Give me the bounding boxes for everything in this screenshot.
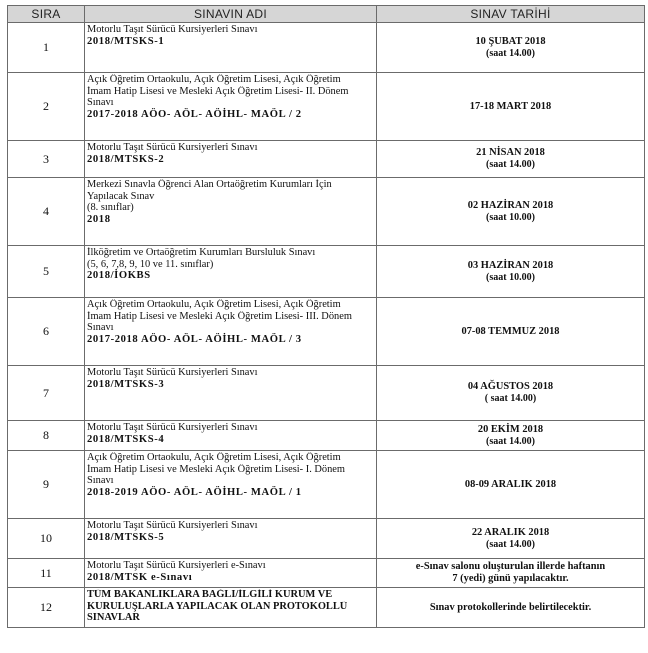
exam-time: (saat 14.00) (486, 47, 535, 59)
exam-name-cell (85, 73, 377, 141)
row-number: 2 (8, 73, 85, 141)
exam-name-cell (85, 178, 377, 246)
exam-date: 22 ARALIK 2018 (471, 526, 550, 538)
row-number: 6 (8, 298, 85, 366)
exam-name-line: Merkezi Sınavla Öğrenci Alan Ortaöğretim Kurumları İçin (87, 179, 332, 190)
exam-code: 2018/MTSKS-4 (87, 433, 165, 445)
row-number: 8 (8, 421, 85, 451)
exam-name-line: Motorlu Taşıt Sürücü Kursiyerleri Sınavı (87, 24, 258, 35)
table-body (8, 23, 645, 628)
table-row (8, 141, 645, 178)
exam-name-line: İlköğretim ve Ortaöğretim Kurumları Bursluluk Sınavı (87, 247, 316, 258)
header-sinav-adi: SINAVIN ADI (85, 6, 377, 23)
exam-date-cell (377, 519, 645, 559)
exam-time: 7 (yedi) günü yapılacaktır. (452, 573, 569, 584)
exam-time: (saat 14.00) (486, 159, 535, 170)
exam-code: 2017-2018 AÖO- AÖL- AÖİHL- MAÖL / 3 (87, 333, 302, 345)
table-row (8, 178, 645, 246)
exam-name-line: Motorlu Taşıt Sürücü Kursiyerleri Sınavı (87, 367, 258, 378)
row-number: 9 (8, 451, 85, 519)
exam-schedule-table-wrapper (7, 5, 644, 628)
exam-name-line: (5, 6, 7,8, 9, 10 ve 11. sınıflar) (87, 258, 214, 270)
exam-code: 2018/MTSKS-2 (87, 153, 165, 165)
exam-name-line: Sınavı (87, 475, 114, 487)
exam-name-line: İmam Hatip Lisesi ve Mesleki Açık Öğretim Lisesi- III. Dönem (87, 310, 352, 322)
exam-date-cell (377, 141, 645, 178)
exam-name-cell (85, 559, 377, 588)
row-number: 10 (8, 519, 85, 559)
exam-date-cell (377, 451, 645, 519)
exam-name-line: İmam Hatip Lisesi ve Mesleki Açık Öğretim Lisesi- II. Dönem (87, 85, 349, 97)
header-sira: SIRA (8, 6, 85, 23)
header-sinav-tarihi: SINAV TARİHİ (377, 6, 645, 23)
row-number: 5 (8, 246, 85, 298)
exam-name-line: (8. sınıflar) (87, 202, 134, 214)
exam-time: ( saat 14.00) (484, 393, 537, 404)
exam-name-line: TÜM BAKANLIKLARA BAĞLI/İLGİLİ KURUM VE (87, 589, 333, 600)
exam-name-line: SINAVLAR (87, 612, 140, 624)
exam-time: (saat 14.00) (486, 435, 535, 447)
exam-date: Sınav protokollerinde belirtilecektir. (429, 601, 592, 613)
exam-name-line: KURULUŞLARLA YAPILACAK OLAN PROTOKOLLÜ (87, 600, 348, 612)
exam-name-line: Motorlu Taşıt Sürücü Kursiyerleri e-Sınavı (87, 560, 266, 571)
exam-code: 2018-2019 AÖO- AÖL- AÖİHL- MAÖL / 1 (87, 486, 302, 498)
exam-code: 2018/İOKBS (87, 270, 151, 282)
table-row (8, 421, 645, 451)
exam-name-cell (85, 141, 377, 178)
exam-date-cell (377, 366, 645, 421)
exam-name-line: Sınavı (87, 322, 114, 334)
table-row (8, 366, 645, 421)
exam-time: (saat 10.00) (486, 271, 535, 283)
exam-name-line: İmam Hatip Lisesi ve Mesleki Açık Öğretim Lisesi- I. Dönem (87, 463, 345, 475)
table-row (8, 246, 645, 298)
table-row (8, 73, 645, 141)
row-number: 11 (8, 559, 85, 588)
exam-name-cell (85, 451, 377, 519)
row-number: 4 (8, 178, 85, 246)
exam-date: 03 HAZİRAN 2018 (467, 259, 554, 271)
table-row (8, 23, 645, 73)
exam-name-line: Motorlu Taşıt Sürücü Kursiyerleri Sınavı (87, 422, 258, 433)
exam-date: e-Sınav salonu oluşturulan illerde haftanın (415, 561, 606, 572)
exam-name-cell (85, 519, 377, 559)
exam-date-cell (377, 588, 645, 628)
exam-name-line: Sınavı (87, 97, 114, 109)
exam-date: 04 AĞUSTOS 2018 (467, 381, 554, 392)
exam-name-cell (85, 246, 377, 298)
table-row (8, 519, 645, 559)
exam-code: 2018 (87, 213, 111, 225)
exam-name-line: Açık Öğretim Ortaokulu, Açık Öğretim Lisesi, Açık Öğretim (87, 299, 341, 310)
exam-time: (saat 14.00) (486, 538, 535, 550)
exam-name-line: Açık Öğretim Ortaokulu, Açık Öğretim Lisesi, Açık Öğretim (87, 74, 341, 85)
exam-code: 2017-2018 AÖO- AÖL- AÖİHL- MAÖL / 2 (87, 108, 302, 120)
exam-name-line: Motorlu Taşıt Sürücü Kursiyerleri Sınavı (87, 142, 258, 153)
exam-date: 02 HAZİRAN 2018 (467, 199, 554, 211)
exam-date-cell (377, 73, 645, 141)
row-number: 1 (8, 23, 85, 73)
exam-name-cell (85, 588, 377, 628)
exam-date-cell (377, 178, 645, 246)
exam-date-cell (377, 559, 645, 588)
row-number: 12 (8, 588, 85, 628)
header-row (8, 6, 645, 23)
exam-date: 10 ŞUBAT 2018 (475, 35, 546, 47)
exam-code: 2018/MTSKS-3 (87, 378, 165, 390)
exam-name-cell (85, 23, 377, 73)
row-number: 7 (8, 366, 85, 421)
table-row (8, 298, 645, 366)
exam-date: 07-08 TEMMUZ 2018 (461, 325, 560, 337)
exam-time: (saat 10.00) (486, 211, 535, 223)
table-row (8, 588, 645, 628)
exam-name-line: Motorlu Taşıt Sürücü Kursiyerleri Sınavı (87, 520, 258, 531)
exam-name-line: Açık Öğretim Ortaokulu, Açık Öğretim Lisesi, Açık Öğretim (87, 452, 341, 463)
table-row (8, 451, 645, 519)
exam-code: 2018/MTSKS-1 (87, 35, 165, 47)
exam-date-cell (377, 246, 645, 298)
exam-date: 08-09 ARALIK 2018 (464, 478, 557, 490)
table-header (8, 6, 645, 23)
exam-date-cell (377, 23, 645, 73)
table-row (8, 559, 645, 588)
exam-name-cell (85, 421, 377, 451)
exam-code: 2018/MTSKS-5 (87, 531, 165, 543)
exam-date-cell (377, 421, 645, 451)
exam-name-line: Yapılacak Sınav (87, 190, 155, 202)
exam-schedule-table (7, 5, 645, 628)
exam-name-cell (85, 298, 377, 366)
exam-date: 21 NİSAN 2018 (476, 147, 545, 158)
exam-date-cell (377, 298, 645, 366)
exam-date: 20 EKİM 2018 (477, 423, 544, 435)
exam-name-cell (85, 366, 377, 421)
exam-date: 17-18 MART 2018 (469, 100, 552, 112)
exam-code: 2018/MTSK e-Sınavı (87, 571, 193, 583)
row-number: 3 (8, 141, 85, 178)
